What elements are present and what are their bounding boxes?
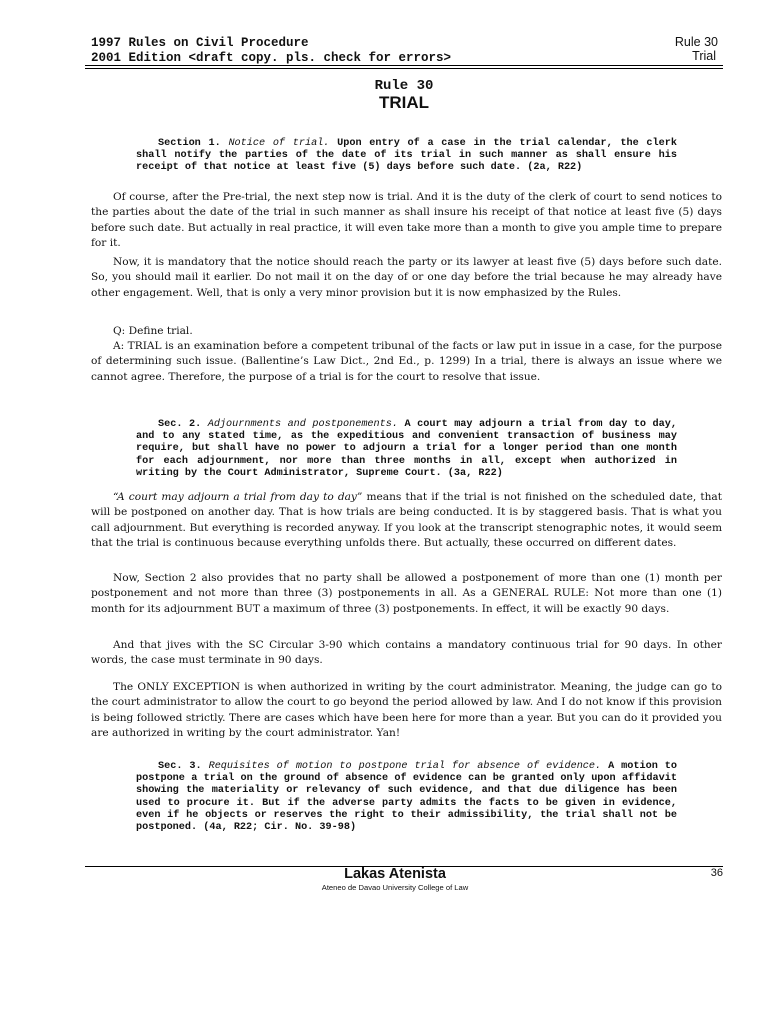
running-header-right <box>675 35 718 63</box>
paragraph-7: The ONLY EXCEPTION is when authorized in writing by the court administrator. Meaning, the judge can go to the court administrator to allow the court to go beyond the period allowed by law. And I do not know if this provision is being followed strictly. There are cases which have been here for more than a year. But you can do it provided you are authorized in writing by the court administrator. Yan! <box>91 681 722 739</box>
provision-label: Sec. 3. <box>158 761 202 772</box>
header-divider <box>85 65 723 66</box>
provision-text: A court may adjourn a trial from day to day, and to any stated time, as the expeditious and convenient transaction of business may require, but shall have no power to adjourn a trial for a longer period than one month for each adjournment, nor more than three months in all, except when authorized in writing by the Court Administrator, Supreme Court. (3a, R22) <box>136 419 677 479</box>
rule-number: Rule 30 <box>374 78 434 94</box>
running-header-left <box>91 36 451 66</box>
provision-caption: Adjournments and postponements. <box>207 419 398 430</box>
provision-label: Sec. 2. <box>158 419 202 430</box>
provision-text: A motion to postpone a trial on the ground of absence of evidence can be granted only upon affidavit showing the materiality or relevancy of such evidence, and that due diligence has been used to procure it. But if the adverse party admits the facts to be given in evidence, even if he objects or reserves the right to their admissibility, the trial shall not be postponed. (4a, R22; Cir. No. 39-98) <box>136 761 678 834</box>
provision-text: Upon entry of a case in the trial calendar, the clerk shall notify the parties of the date of its trial in such manner as shall ensure his receipt of that notice at least five (5) days before such date. (2a, R22) <box>136 138 677 174</box>
provision-section-2 <box>136 419 677 480</box>
quoted-provision: “A court may adjourn a trial from day to day” <box>113 491 363 503</box>
paragraph-5: Now, Section 2 also provides that no party shall be allowed a postponement of more than one (1) month per postponement and not more than three (3) postponements in all. As a GENERAL RULE: Not more than one (1) month for its adjournment BUT a maximum of three (3) postponements. In effect, it will be exactly 90 days. <box>91 572 722 615</box>
provision-label: Section 1. <box>158 138 221 149</box>
provision-caption: Requisites of motion to postpone trial for absence of evidence. <box>208 761 602 772</box>
page-number: 36 <box>710 867 723 879</box>
footer-title: Lakas Atenista <box>344 866 446 882</box>
rule-title: TRIAL <box>378 93 430 112</box>
footer-institution: Ateneo de Davao University College of Law <box>321 883 469 892</box>
provision-section-3 <box>136 761 677 834</box>
header-divider-2 <box>85 68 723 69</box>
header-rule-number: Rule 30 <box>674 35 718 49</box>
paragraph-4: “A court may adjourn a trial from day to day” means that if the trial is not finished on the scheduled date, that will be postponed on another day. That is how trials are being conducted. It is by staggered basis. That is what you call adjournment. But everything is recorded anyway. If you look at the transcript stenographic notes, it would seem that the trial is continuous because everything unfolds there. But actually, these occurred on different dates. <box>91 491 722 549</box>
header-book-title: 1997 Rules on Civil Procedure <box>91 36 309 50</box>
paragraph-1: Of course, after the Pre-trial, the next step now is trial. And it is the duty of the clerk of court to send notices to the parties about the date of the trial in such manner as shall insure his receipt of that notice at least five (5) days before such date. But actually in real practice, it will even take more than a month to give you ample time to prepare for it. <box>91 191 722 249</box>
answer: A: TRIAL is an examination before a competent tribunal of the facts or law put in issue in a case, for the purpose of determining such issue. (Ballentine’s Law Dict., 2nd Ed., p. 1299) In a trial, there is always an issue where we cannot agree. Therefore, the purpose of a trial is for the court to resolve that issue. <box>91 340 722 383</box>
question: Q: Define trial. <box>113 325 193 337</box>
header-edition: 2001 Edition <draft copy. pls. check for errors> <box>91 51 452 65</box>
paragraph-6: And that jives with the SC Circular 3-90 which contains a mandatory continuous trial for 90 days. In other words, the case must terminate in 90 days. <box>91 639 722 667</box>
header-rule-title: Trial <box>692 49 716 63</box>
paragraph-2: Now, it is mandatory that the notice should reach the party or its lawyer at least five (5) days before such date. So, you should mail it earlier. Do not mail it on the day of or one day before the trial because he may already have other engagement. Well, that is only a very minor provision but it is now emphasized by the Rules. <box>91 256 722 299</box>
provision-caption: Notice of trial. <box>228 138 330 149</box>
provision-section-1 <box>136 138 677 175</box>
